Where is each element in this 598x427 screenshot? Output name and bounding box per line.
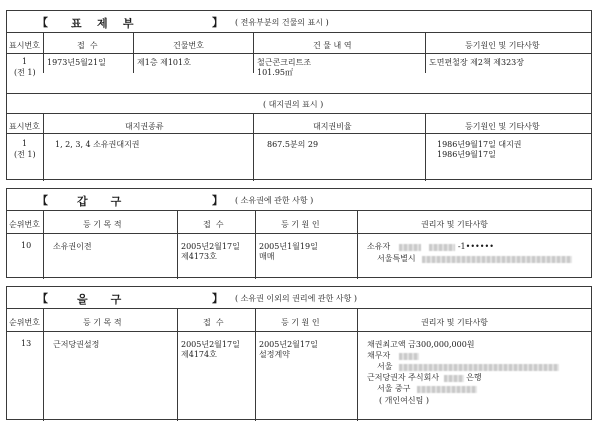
land-header-ratio: 대지권비율 bbox=[313, 122, 352, 131]
owner-label: 소유자 bbox=[367, 242, 391, 251]
open-bracket: 【 bbox=[37, 194, 48, 207]
section-heading: 을 구 bbox=[77, 293, 122, 306]
gap-section-header bbox=[7, 189, 591, 211]
header-rights-holder: 권리자 및 기타사항 bbox=[421, 318, 488, 327]
building-number: 제1층 제101호 bbox=[137, 58, 191, 67]
receipt-number: 제4174호 bbox=[181, 350, 217, 359]
redacted-debtor-address bbox=[399, 364, 559, 371]
mortgagee-team: ( 개인여신팀 ) bbox=[379, 396, 429, 405]
header-building-details: 건 물 내 역 bbox=[313, 41, 352, 50]
gap-section bbox=[6, 188, 592, 278]
header-rank-number: 순위번호 bbox=[9, 318, 40, 327]
title-section-header bbox=[7, 11, 591, 33]
building-structure: 철근콘크리트조 bbox=[257, 58, 312, 67]
owner-line bbox=[367, 241, 494, 252]
land-remarks-2: 1986년9월17일 bbox=[437, 150, 496, 159]
section-description: ( 소유권 이외의 권리에 관한 사항 ) bbox=[235, 294, 357, 303]
land-right-ratio: 867.5분의 29 bbox=[267, 140, 319, 149]
eul-section-header bbox=[7, 287, 591, 309]
debtor-line bbox=[367, 350, 419, 361]
land-display-number-sub: (전 1) bbox=[14, 150, 36, 159]
mortgagee-line bbox=[367, 372, 482, 383]
section-description: ( 소유권에 관한 사항 ) bbox=[235, 196, 314, 205]
receipt-date: 2005년2월17일 bbox=[181, 242, 240, 251]
land-display-number: 1 bbox=[22, 139, 28, 148]
title-section bbox=[6, 10, 592, 180]
eul-section bbox=[6, 286, 592, 420]
debtor-address-prefix: 서울 bbox=[377, 362, 393, 371]
header-rank-number: 순위번호 bbox=[9, 220, 40, 229]
owner-address-prefix: 서울특별시 bbox=[377, 254, 416, 263]
land-right-kind: 1, 2, 3, 4 소유권대지권 bbox=[55, 140, 140, 149]
receipt-number: 제4173호 bbox=[181, 252, 217, 261]
redacted-bank-name bbox=[444, 375, 464, 382]
header-display-number: 표시번호 bbox=[9, 41, 40, 50]
redacted-owner-address bbox=[422, 256, 572, 263]
owner-id-tail: -1•••••• bbox=[457, 242, 494, 251]
debtor-address-line bbox=[377, 361, 559, 372]
header-rights-holder: 권리자 및 기타사항 bbox=[421, 220, 488, 229]
rank-number: 13 bbox=[21, 339, 32, 348]
cause-date: 2005년1월19일 bbox=[259, 242, 318, 251]
cause-type: 매매 bbox=[259, 252, 275, 261]
close-bracket: 】 bbox=[212, 16, 223, 29]
header-building-number: 건물번호 bbox=[173, 41, 204, 50]
section-description: ( 전유부분의 건물의 표시 ) bbox=[235, 18, 329, 27]
land-header-display-number: 표시번호 bbox=[9, 122, 40, 131]
header-remarks: 등기원인 및 기타사항 bbox=[465, 41, 540, 50]
building-area: 101.95㎡ bbox=[257, 68, 293, 77]
header-purpose: 등 기 목 적 bbox=[83, 220, 122, 229]
display-number: 1 bbox=[22, 57, 28, 66]
close-bracket: 】 bbox=[212, 292, 223, 305]
redacted-debtor-name bbox=[399, 353, 419, 360]
receipt-date: 1973년5월21일 bbox=[47, 58, 106, 67]
close-bracket: 】 bbox=[212, 194, 223, 207]
max-claim-amount: 채권최고액 금300,000,000원 bbox=[367, 340, 475, 349]
header-receipt: 접 수 bbox=[77, 41, 98, 50]
header-purpose: 등 기 목 적 bbox=[83, 318, 122, 327]
header-cause: 등 기 원 인 bbox=[281, 220, 320, 229]
section-heading: 표 제 부 bbox=[71, 17, 134, 30]
mortgagee-address-line bbox=[377, 383, 477, 394]
header-receipt: 접 수 bbox=[203, 220, 224, 229]
redacted-owner-id bbox=[429, 244, 455, 251]
cause-date: 2005년2월17일 bbox=[259, 340, 318, 349]
open-bracket: 【 bbox=[37, 16, 48, 29]
rank-number: 10 bbox=[21, 241, 32, 250]
header-cause: 등 기 원 인 bbox=[281, 318, 320, 327]
display-number-sub: (전 1) bbox=[14, 68, 36, 77]
mortgagee-label: 근저당권자 주식회사 bbox=[367, 373, 440, 382]
receipt-date: 2005년2월17일 bbox=[181, 340, 240, 349]
mortgagee-tail: 은행 bbox=[466, 373, 482, 382]
cause-type: 설정계약 bbox=[259, 350, 290, 359]
redacted-owner-name bbox=[399, 244, 421, 251]
land-rights-subtitle: ( 대지권의 표시 ) bbox=[263, 100, 324, 109]
redacted-mortgagee-address bbox=[417, 386, 477, 393]
header-receipt: 접 수 bbox=[203, 318, 224, 327]
land-header-remarks: 등기원인 및 기타사항 bbox=[465, 122, 540, 131]
title-remarks: 도면편철장 제2책 제323장 bbox=[429, 58, 524, 67]
debtor-label: 채무자 bbox=[367, 351, 391, 360]
registration-purpose: 소유권이전 bbox=[53, 242, 92, 251]
open-bracket: 【 bbox=[37, 292, 48, 305]
registration-purpose: 근저당권설정 bbox=[53, 340, 100, 349]
land-remarks-1: 1986년9월17일 대지권 bbox=[437, 140, 522, 149]
section-heading: 갑 구 bbox=[77, 195, 122, 208]
owner-address-line bbox=[377, 253, 572, 264]
land-header-kind: 대지권종류 bbox=[125, 122, 164, 131]
mortgagee-address-prefix: 서울 중구 bbox=[377, 384, 411, 393]
